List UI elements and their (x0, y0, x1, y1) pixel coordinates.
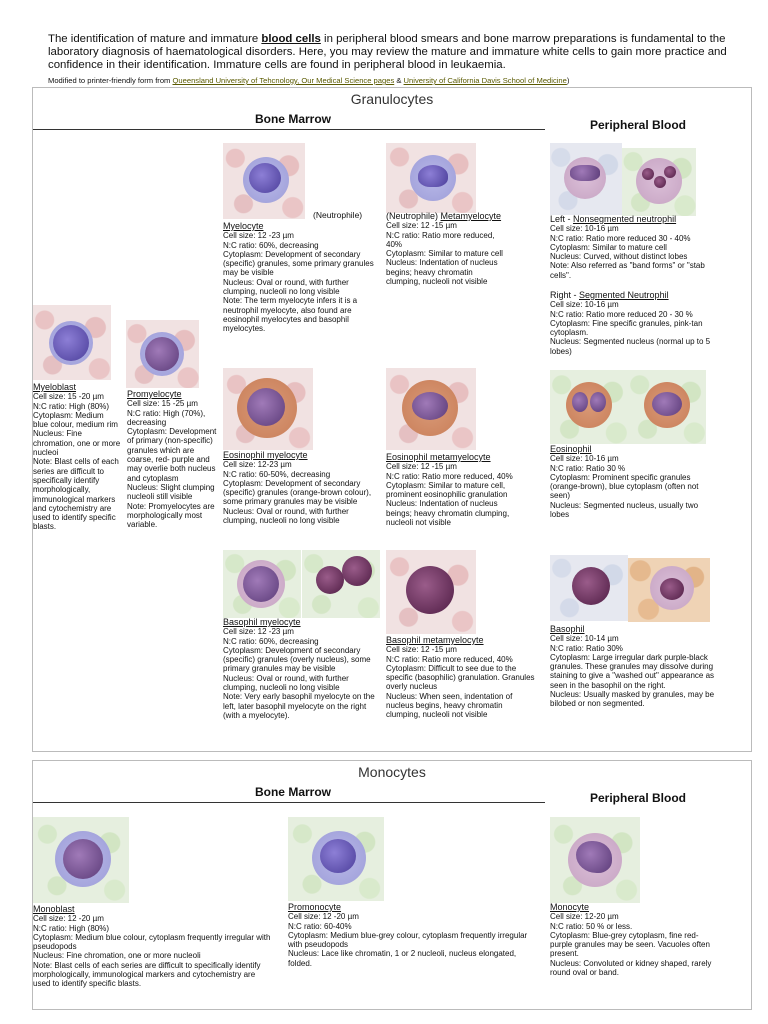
ucdavis-link[interactable]: University of California Davis School of Medicine (403, 76, 567, 85)
monoblast-name[interactable]: Monoblast (33, 904, 75, 914)
granulocytes-peripheral-blood-heading: Peripheral Blood (589, 118, 687, 132)
promyelocyte-description: Promyelocyte Cell size: 15 -25 µm N:C ratio: High (70%), decreasing Cytoplasm: Development of primary (non-specific) granules which are coarse, red- purple and may overlie both nucleus and cytoplasm Nucleus: Slight clumping nucleoli still visible Note: Promyelocytes are morphologically most variable. (127, 390, 219, 529)
basophil-metamyelocyte-image (386, 550, 476, 634)
eosinophil-metamyelocyte-description: Eosinophil metamyelocyte Cell size: 12 -15 µm N:C ratio: Ratio more reduced, 40% Cytoplasm: Similar to mature cell, prominent eosinophilic granulation Nucleus: Indentation of nucleus beings; heavy chromatin clumping, nucleoli not visible (386, 453, 522, 527)
promyelocyte-name[interactable]: Promyelocyte (127, 389, 182, 399)
basophil-myelocyte-image-right (302, 550, 380, 618)
segmented-neutrophil-description: Right - Segmented Neutrophil Cell size: 10-16 µm N:C ratio: Ratio more reduced 20 - 30 % Cytoplasm: Fine specific granules, pink-tan cytoplasm. Nucleus: Segmented nucleus (normal up to 5 lobes) (550, 290, 711, 356)
basophil-myelocyte-name[interactable]: Basophil myelocyte (223, 617, 301, 627)
eosinophil-metamyelocyte-name[interactable]: Eosinophil metamyelocyte (386, 452, 491, 462)
qut-link[interactable]: Queensland University of Tehcnology, Our Medical Science pages (172, 76, 395, 85)
metamyelocyte-name[interactable]: Metamyelocyte (440, 211, 502, 221)
promonocyte-image (288, 817, 384, 901)
metamyelocyte-image (386, 143, 476, 213)
intro-text-rest: in peripheral blood smears and bone marrow preparations is fundamental to the laboratory diagnosis of haematological disorders. Here, you may review the mature and immature white cells to gain more practice and confidence in their identification. Immature cells are found in peripheral blood in leukaemia. (48, 33, 727, 71)
eosinophil-image-right (628, 370, 706, 444)
segmented-neutrophil-image (622, 148, 696, 216)
blood-cells-link[interactable]: blood cells (261, 33, 321, 45)
monocytes-bone-marrow-heading: Bone Marrow (254, 785, 331, 799)
eosinophil-image-left (550, 370, 628, 444)
monocyte-name[interactable]: Monocyte (550, 902, 590, 912)
promonocyte-name[interactable]: Promonocyte (288, 902, 342, 912)
eosinophil-metamyelocyte-image (386, 368, 476, 450)
myelocyte-name[interactable]: Myelocyte (223, 221, 264, 231)
basophil-name[interactable]: Basophil (550, 624, 585, 634)
eosinophil-myelocyte-name[interactable]: Eosinophil myelocyte (223, 450, 308, 460)
myeloblast-name[interactable]: Myeloblast (33, 382, 77, 392)
intro-text: The identification of mature and immature (48, 33, 262, 45)
nonsegmented-neutrophil-image (550, 143, 622, 215)
nonsegmented-neutrophil-name[interactable]: Nonsegmented neutrophil (573, 214, 677, 224)
myeloblast-image (33, 305, 111, 380)
monoblast-image (33, 817, 129, 903)
basophil-description: Basophil Cell size: 10-14 µm N:C ratio: Ratio 30% Cytoplasm: Large irregular dark purple-black granules. These granules may dissolve during staining to give a "washed out" appearance as seen in the basophil on the right. Nucleus: Usually masked by granules, may be bilobed or non segmented. (550, 624, 715, 709)
granulocytes-bone-marrow-heading: Bone Marrow (254, 112, 331, 126)
metamyelocyte-description: (Neutrophile) Metamyelocyte Cell size: 12 -15 µm N:C ratio: Ratio more reduced, 40% Cytoplasm: Similar to mature cell Nucleus: Indentation of nucleus begins; heavy chromatin clumping, nucleoli not visible (386, 211, 503, 287)
basophil-image-right (628, 558, 710, 622)
myelocyte-image (223, 143, 305, 219)
myelocyte-description: Myelocyte Cell size: 12 -23 µm N:C ratio: 60%, decreasing Cytoplasm: Development of secondary (specific) granules, some primary granules may be visible Nucleus: Oval or round, with further clumping, nucleoli no long visible Note: The term myelocyte infers it is a neutrophil myelocyte, also found are eosinophil myelocytes and basophil myelocytes. (223, 222, 379, 334)
eosinophil-name[interactable]: Eosinophil (550, 444, 592, 454)
intro-paragraph (48, 33, 728, 87)
basophil-myelocyte-description: Basophil myelocyte Cell size: 12 -23 µm N:C ratio: 60%, decreasing Cytoplasm: Development of secondary (specific) granules (overly nucleus), some primary granules may be visible Nucleus: Oval or round, with further clumping, nucleoli no long visible Note: Very early basophil myelocyte on the left, later basophil myelocyte on the right (with a myelocyte). (223, 618, 381, 720)
monocyte-image (550, 817, 640, 903)
promyelocyte-image (126, 320, 199, 388)
basophil-myelocyte-image-left (223, 550, 301, 618)
neutrophile-label-left: (Neutrophile) (313, 210, 363, 220)
basophil-metamyelocyte-description: Basophil metamyelocyte Cell size: 12 -15 µm N:C ratio: Ratio more reduced, 40% Cytoplasm: Difficult to see due to the specific (basophilic) granulation. Granules overly nucleus Nucleus: When seen, indentation of nucleus begins, heavy chromatin clumping, nucleoli not visible (386, 635, 535, 720)
promonocyte-description: Promonocyte Cell size: 12 -20 µm N:C ratio: 60-40% Cytoplasm: Medium blue-grey colour, cytoplasm frequently irregular with pseudopods Nucleus: Lace like chromatin, 1 or 2 nucleoli, nucleus elongated, folded. (288, 903, 533, 968)
neutrophile-label-right: (Neutrophile) (386, 211, 441, 221)
eosinophil-description: Eosinophil Cell size: 10-16 µm N:C ratio: Ratio 30 % Cytoplasm: Prominent specific granules (orange-brown), blue cytoplasm (often not seen) Nucleus: Segmented nucleus, usually two lobes (550, 445, 715, 519)
basophil-image-left (550, 555, 628, 621)
monocytes-peripheral-blood-heading: Peripheral Blood (589, 791, 687, 805)
segmented-neutrophil-name[interactable]: Segmented Neutrophil (579, 290, 669, 300)
granulocytes-title: Granulocytes (350, 91, 434, 107)
monocytes-bone-marrow-rule (33, 802, 545, 803)
credit-line: Modified to printer-friendly form from Queensland University of Tehcnology, Our Medical Science pages & University of California Davis School of Medicine) (48, 76, 570, 85)
bone-marrow-rule (33, 129, 545, 130)
eosinophil-myelocyte-image (223, 368, 313, 450)
monocyte-description: Monocyte Cell size: 12-20 µm N:C ratio: 50 % or less. Cytoplasm: Blue-grey cytoplasm, fine red-purple granules may be seen. Vacuoles often present. Nucleus: Convoluted or kidney shaped, rarely round oval or band. (550, 903, 720, 977)
nonsegmented-neutrophil-description: Left - Nonsegmented neutrophil Cell size: 10-16 µm N:C ratio: Ratio more reduced 30 - 40% Cytoplasm: Similar to mature cell Nucleus: Curved, without distinct lobes Note: Also referred as "band forms" or "stab cells". (550, 214, 705, 280)
basophil-metamyelocyte-name[interactable]: Basophil metamyelocyte (386, 635, 484, 645)
myeloblast-description: Myeloblast Cell size: 15 -20 µm N:C ratio: High (80%) Cytoplasm: Medium blue colour, medium rim Nucleus: Fine chromation, one or more nucleoi Note: Blast cells of each series are difficult to specifically identify morphologically, immunological markers and cytochemistry are used to identify specific blasts. (33, 382, 121, 532)
monocytes-title: Monocytes (358, 764, 426, 780)
monoblast-description: Monoblast Cell size: 12 -20 µm N:C ratio: High (80%) Cytoplasm: Medium blue colour, cytoplasm frequently irregular with pseudopods Nucleus: Fine chromation, one or more nucleoli Note: Blast cells of each series are difficult to specifically identify morphologically, immunological markers and cytochemistry are used to identify specific blasts. (33, 905, 273, 989)
eosinophil-myelocyte-description: Eosinophil myelocyte Cell size: 12-23 µm N:C ratio: 60-50%, decreasing Cytoplasm: Development of secondary (specific) granules (orange-brown colour), some primary granules may be visible Nucleus: Oval or round, with further clumping, nucleoli no long visible (223, 451, 379, 525)
